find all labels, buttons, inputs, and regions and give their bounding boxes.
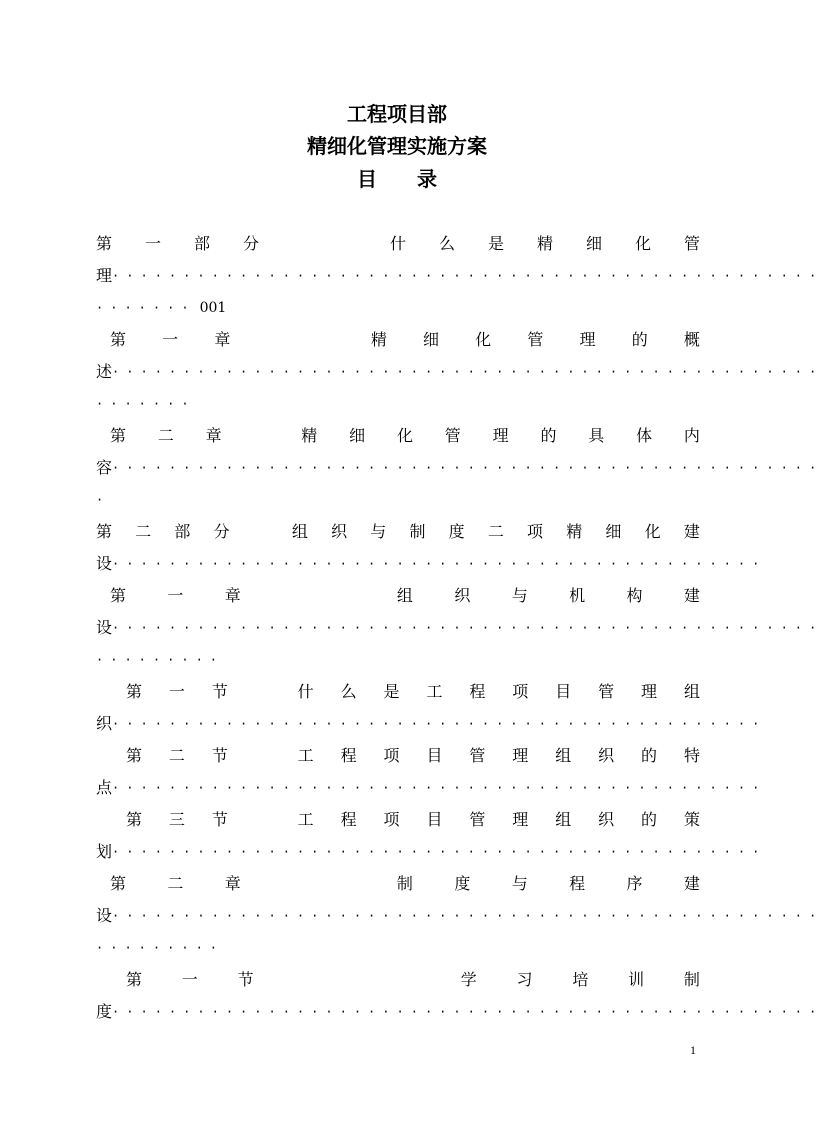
toc-title-char: 管	[444, 426, 461, 445]
toc-title-char: 项	[383, 810, 400, 829]
toc-title-char: 一	[145, 234, 162, 253]
toc-title-char: 是	[383, 682, 400, 701]
toc-title-char: 训	[628, 970, 645, 989]
toc-title-char: 二	[487, 522, 504, 541]
toc-title-char: 项	[383, 746, 400, 765]
toc-title-char: 组	[291, 522, 308, 541]
doc-title-line3: 目 录	[357, 167, 437, 191]
toc-title-char: 精	[370, 330, 387, 349]
toc-title-char: 第	[96, 522, 113, 541]
toc-title-char: 节	[211, 746, 228, 765]
toc-title-char: 一	[168, 682, 185, 701]
toc-leader-row	[96, 841, 767, 863]
toc-title-char: 三	[168, 810, 185, 829]
toc-title-char: 第	[126, 810, 143, 829]
toc-entry-title[interactable]	[126, 969, 700, 991]
toc-dot-leader: ··················································	[112, 269, 823, 283]
toc-title-char: 理	[641, 682, 658, 701]
toc-leader-row	[96, 1001, 823, 1023]
toc-title-char: 章	[224, 874, 241, 893]
toc-title-char: 特	[683, 746, 700, 765]
toc-title-char: 织	[598, 810, 615, 829]
toc-title-last-char: 容	[96, 458, 113, 477]
toc-title-char: 一	[167, 586, 184, 605]
toc-title-char: 机	[569, 586, 586, 605]
toc-leader-continuation	[96, 649, 224, 671]
toc-dot-leader: ·········	[96, 653, 225, 667]
toc-title-char: 章	[214, 330, 231, 349]
toc-leader-continuation	[96, 937, 224, 959]
toc-title-char: 分	[243, 234, 260, 253]
toc-title-char: 项	[512, 682, 529, 701]
toc-title-char: 的	[631, 330, 648, 349]
toc-title-char: 组	[555, 810, 572, 829]
toc-leader-row	[96, 361, 823, 383]
toc-title-char: 第	[110, 330, 127, 349]
toc-title-char: 理	[492, 426, 509, 445]
toc-title-char: 度	[448, 522, 465, 541]
toc-title-char: 习	[516, 970, 533, 989]
toc-title-char: 组	[683, 682, 700, 701]
toc-title-char: 体	[636, 426, 653, 445]
toc-title-char: 管	[469, 746, 486, 765]
toc-title-char: 制	[409, 522, 426, 541]
toc-title-char: 建	[683, 874, 700, 893]
toc-title-char: 细	[605, 522, 622, 541]
toc-title-char: 织	[454, 586, 471, 605]
toc-title-last-char: 度	[96, 1002, 113, 1021]
toc-entry-title[interactable]	[110, 873, 700, 895]
page-number: 1	[690, 1043, 696, 1057]
toc-title-char: 程	[340, 810, 357, 829]
toc-title-last-char: 划	[96, 842, 113, 861]
toc-title-char: 管	[683, 234, 700, 253]
toc-title-char: 程	[569, 874, 586, 893]
toc-title-char: 化	[396, 426, 413, 445]
toc-leader-row	[96, 905, 823, 927]
toc-title-char: 概	[683, 330, 700, 349]
toc-title-char: 章	[224, 586, 241, 605]
toc-title-char: 与	[511, 586, 528, 605]
toc-title-char: 理	[579, 330, 596, 349]
toc-title-char: 一	[162, 330, 179, 349]
toc-title-char: 章	[205, 426, 222, 445]
toc-title-char: 第	[110, 874, 127, 893]
toc-title-char: 的	[641, 746, 658, 765]
toc-title-char: 部	[194, 234, 211, 253]
toc-title-char: 制	[396, 874, 413, 893]
toc-title-char: 什	[389, 234, 406, 253]
toc-title-char: 织	[598, 746, 615, 765]
toc-entry-title[interactable]	[110, 329, 700, 351]
toc-dot-leader: ··················································	[112, 621, 823, 635]
toc-dot-leader: ··················································	[112, 365, 823, 379]
toc-title-last-char: 理	[96, 266, 113, 285]
toc-title-char: 与	[370, 522, 387, 541]
toc-dot-leader: ··············································	[112, 845, 767, 859]
toc-dot-leader: ·········	[96, 941, 225, 955]
toc-title-char: 工	[297, 746, 314, 765]
toc-title-char: 细	[585, 234, 602, 253]
toc-title-char: 二	[168, 746, 185, 765]
toc-title-char: 织	[331, 522, 348, 541]
toc-title-last-char: 述	[96, 362, 113, 381]
toc-leader-row	[96, 265, 823, 287]
toc-entry-title[interactable]	[110, 425, 700, 447]
toc-dot-leader: ··············································	[112, 557, 767, 571]
toc-dot-leader: ·······	[96, 301, 196, 315]
toc-leader-row	[96, 713, 767, 735]
toc-title-last-char: 点	[96, 778, 113, 797]
toc-title-char: 第	[110, 586, 127, 605]
toc-title-char: 组	[555, 746, 572, 765]
toc-title-char: 工	[297, 810, 314, 829]
toc-title-char: 理	[512, 810, 529, 829]
toc-title-char: 二	[167, 874, 184, 893]
toc-leader-continuation	[96, 393, 196, 415]
toc-title-char: 的	[540, 426, 557, 445]
toc-dot-leader: ·	[96, 493, 111, 507]
toc-title-char: 精	[301, 426, 318, 445]
toc-leader-row	[96, 617, 823, 639]
toc-title-char: 精	[566, 522, 583, 541]
toc-dot-leader: ··················································	[112, 461, 823, 475]
toc-title-char: 管	[469, 810, 486, 829]
doc-title-line2: 精细化管理实施方案	[307, 134, 487, 158]
toc-title-char: 二	[157, 426, 174, 445]
toc-leader-row	[96, 553, 767, 575]
toc-title-char: 化	[475, 330, 492, 349]
toc-title-char: 化	[644, 522, 661, 541]
toc-title-char: 第	[96, 234, 113, 253]
toc-title-char: 程	[340, 746, 357, 765]
toc-leader-row	[96, 457, 823, 479]
toc-title-char: 细	[349, 426, 366, 445]
toc-entry-title[interactable]	[96, 233, 700, 255]
toc-title-char: 建	[683, 522, 700, 541]
toc-title-char: 节	[237, 970, 254, 989]
toc-dot-leader: ·······	[96, 397, 196, 411]
toc-title-last-char: 织	[96, 714, 113, 733]
toc-title-char: 部	[174, 522, 191, 541]
doc-title-line1: 工程项目部	[347, 102, 447, 126]
toc-title-char: 分	[213, 522, 230, 541]
toc-title-char: 策	[683, 810, 700, 829]
toc-entry-title[interactable]	[126, 809, 700, 831]
toc-title-last-char: 设	[96, 554, 113, 573]
toc-title-char: 细	[423, 330, 440, 349]
toc-page-number: 001	[199, 300, 227, 316]
toc-title-char: 么	[438, 234, 455, 253]
toc-title-char: 节	[211, 682, 228, 701]
toc-title-char: 组	[396, 586, 413, 605]
toc-dot-leader: ··············································	[112, 717, 767, 731]
toc-entry-title[interactable]	[110, 585, 700, 607]
toc-entry-title[interactable]	[126, 745, 700, 767]
toc-title-char: 的	[641, 810, 658, 829]
toc-title-char: 二	[135, 522, 152, 541]
toc-dot-leader: ··················································	[112, 1005, 823, 1019]
toc-title-char: 一	[181, 970, 198, 989]
toc-entry-title[interactable]	[126, 681, 700, 703]
toc-dot-leader: ··················································	[112, 909, 823, 923]
toc-title-char: 具	[588, 426, 605, 445]
toc-title-char: 工	[426, 682, 443, 701]
toc-title-char: 目	[426, 746, 443, 765]
toc-title-char: 项	[527, 522, 544, 541]
toc-title-last-char: 设	[96, 906, 113, 925]
toc-title-char: 第	[126, 746, 143, 765]
toc-title-char: 么	[340, 682, 357, 701]
toc-title-char: 与	[511, 874, 528, 893]
toc-title-char: 培	[572, 970, 589, 989]
toc-title-char: 内	[683, 426, 700, 445]
toc-title-char: 目	[555, 682, 572, 701]
toc-title-char: 建	[683, 586, 700, 605]
toc-title-char: 目	[426, 810, 443, 829]
toc-entry-title[interactable]	[96, 521, 700, 543]
toc-title-char: 化	[634, 234, 651, 253]
toc-title-char: 管	[527, 330, 544, 349]
toc-title-char: 精	[536, 234, 553, 253]
toc-title-char: 程	[469, 682, 486, 701]
toc-title-last-char: 设	[96, 618, 113, 637]
toc-title-char: 序	[626, 874, 643, 893]
toc-title-char: 第	[110, 426, 127, 445]
toc-title-char: 学	[460, 970, 477, 989]
toc-title-char: 理	[512, 746, 529, 765]
toc-title-char: 制	[683, 970, 700, 989]
toc-title-char: 构	[626, 586, 643, 605]
toc-title-char: 管	[598, 682, 615, 701]
toc-title-char: 是	[487, 234, 504, 253]
toc-title-char: 第	[126, 682, 143, 701]
toc-title-char: 什	[297, 682, 314, 701]
toc-title-char: 度	[454, 874, 471, 893]
toc-leader-continuation	[96, 489, 110, 511]
toc-title-char: 第	[126, 970, 143, 989]
toc-leader-continuation	[96, 297, 226, 319]
toc-title-char: 节	[211, 810, 228, 829]
toc-dot-leader: ··············································	[112, 781, 767, 795]
toc-leader-row	[96, 777, 767, 799]
